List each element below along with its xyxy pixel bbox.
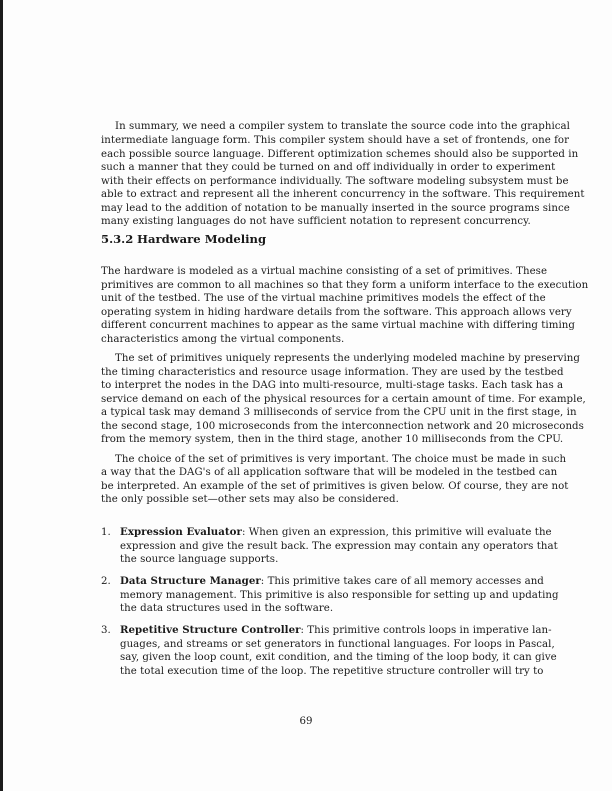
text-line: intermediate language form. This compiler system should have a set of frontends, one for — [101, 135, 570, 146]
text-line: the timing characteristics and resource usage information. They are used by the testbed — [101, 367, 564, 378]
text-line: may lead to the addition of notation to be manually inserted in the source programs since — [101, 203, 570, 214]
text-line: In summary, we need a compiler system to translate the source code into the graphical — [115, 121, 570, 132]
text-line: say, given the loop count, exit condition, and the timing of the loop body, it can give — [120, 652, 557, 663]
section-heading — [101, 232, 266, 246]
text-line: to interpret the nodes in the DAG into multi-resource, multi-stage tasks. Each task has a — [101, 380, 564, 391]
text-line: each possible source language. Different optimization schemes should also be supported in — [101, 149, 579, 160]
text-line: such a manner that they could be turned on and off individually in order to experiment — [101, 162, 556, 173]
text-line: from the memory system, then in the third stage, another 10 milliseconds from the CPU. — [101, 434, 564, 445]
list-item-text: : When given an expression, this primitive will evaluate the — [241, 527, 552, 538]
list-item-number: 1. — [101, 527, 111, 538]
text-line: able to extract and represent all the inherent concurrency in the software. This requirement — [101, 189, 585, 200]
section-title: Hardware Modeling — [137, 232, 267, 246]
text-line: The choice of the set of primitives is very important. The choice must be made in such — [115, 454, 567, 465]
text-line: the only possible set—other sets may also be considered. — [101, 494, 399, 505]
list-item-title: Data Structure Manager — [120, 575, 261, 587]
list-item-text: : This primitive takes care of all memory accesses and — [260, 576, 544, 587]
section-number: 5.3.2 — [101, 232, 134, 246]
text-line: service demand on each of the physical resources for a certain amount of time. For example, — [101, 394, 586, 405]
text-line: the data structures used in the software. — [120, 603, 334, 614]
text-line: characteristics among the virtual components. — [101, 334, 345, 345]
text-line: a way that the DAG's of all application software that will be modeled in the testbed can — [101, 467, 558, 478]
text-line: expression and give the result back. The expression may contain any operators that — [120, 541, 558, 552]
text-line: the second stage, 100 microseconds from the interconnection network and 20 microseconds — [101, 421, 584, 432]
page-number: 69 — [299, 716, 313, 727]
text-line: the source language supports. — [120, 554, 279, 565]
text-line — [120, 526, 552, 539]
text-line: be interpreted. An example of the set of primitives is given below. Of course, they are not — [101, 481, 569, 492]
text-line: many existing languages do not have sufficient notation to represent concurrency. — [101, 216, 531, 227]
scan-binding-edge — [0, 0, 3, 791]
text-line: a typical task may demand 3 milliseconds of service from the CPU unit in the first stage, in — [101, 407, 577, 418]
text-line: memory management. This primitive is also responsible for setting up and updating — [120, 590, 559, 601]
text-line: primitives are common to all machines so that they form a uniform interface to the execution — [101, 280, 589, 291]
text-line: the total execution time of the loop. The repetitive structure controller will try to — [120, 666, 544, 677]
text-line: guages, and streams or set generators in functional languages. For loops in Pascal, — [120, 639, 555, 650]
list-item-title: Repetitive Structure Controller — [120, 624, 301, 636]
text-line: operating system in hiding hardware details from the software. This approach allows very — [101, 307, 572, 318]
text-line: different concurrent machines to appear as the same virtual machine with differing timing — [101, 320, 575, 331]
text-line — [120, 624, 552, 637]
text-line: with their effects on performance individually. The software modeling subsystem must be — [101, 176, 569, 187]
text-line: unit of the testbed. The use of the virtual machine primitives models the effect of the — [101, 293, 546, 304]
list-item-number: 3. — [101, 625, 111, 636]
list-item-text: : This primitive controls loops in imperative lan- — [300, 625, 552, 636]
list-item-number: 2. — [101, 576, 111, 587]
text-line: The hardware is modeled as a virtual machine consisting of a set of primitives. These — [101, 266, 548, 277]
list-item-title: Expression Evaluator — [120, 526, 242, 538]
text-line — [120, 575, 544, 588]
text-line: The set of primitives uniquely represents the underlying modeled machine by preserving — [115, 353, 580, 364]
